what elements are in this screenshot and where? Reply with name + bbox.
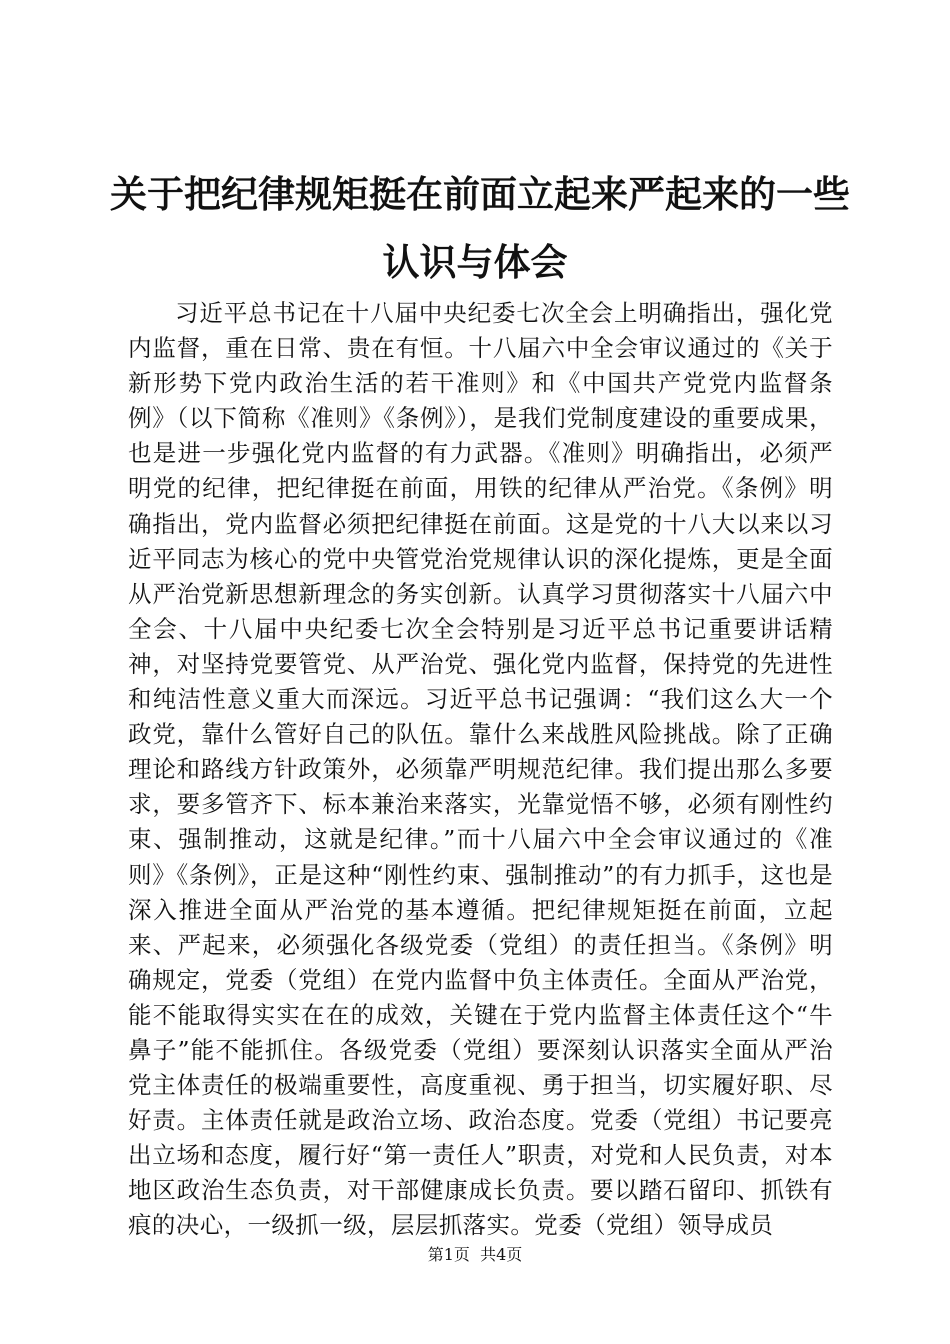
- page-number: 第1页 共4页: [427, 1245, 523, 1264]
- document-title: [110, 160, 850, 296]
- body-paragraph: 习近平总书记在十八届中央纪委七次全会上明确指出，强化党内监督，重在日常、贵在有恒。十八届六中全会审议通过的《关于新形势下党内政治生活的若干准则》和《中国共产党党内监督条例》（以下简称《准则》《条例》），是我们党制度建设的重要成果，也是进一步强化党内监督的有力武器。《准则》明确指出，必须严明党的纪律，把纪律挺在前面，用铁的纪律从严治党。《条例》明确指出，党内监督必须把纪律挺在前面。这是党的十八大以来以习近平同志为核心的党中央管党治党规律认识的深化提炼，更是全面从严治党新思想新理念的务实创新。认真学习贯彻落实十八届六中全会、十八届中央纪委七次全会特别是习近平总书记重要讲话精神，对坚持党要管党、从严治党、强化党内监督，保持党的先进性和纯洁性意义重大而深远。习近平总书记强调：“我们这么大一个政党，靠什么管好自己的队伍。靠什么来战胜风险挑战。除了正确理论和路线方针政策外，必须靠严明规范纪律。我们提出那么多要求，要多管齐下、标本兼治来落实，光靠觉悟不够，必须有刚性约束、强制推动，这就是纪律。”而十八届六中全会审议通过的《准则》《条例》，正是这种“刚性约束、强制推动”的有力抓手，这也是深入推进全面从严治党的基本遵循。把纪律规矩挺在前面，立起来、严起来，必须强化各级党委（党组）的责任担当。《条例》明确规定，党委（党组）在党内监督中负主体责任。全面从严治党，能不能取得实实在在的成效，关键在于党内监督主体责任这个“牛鼻子”能不能抓住。各级党委（党组）要深刻认识落实全面从严治党主体责任的极端重要性，高度重视、勇于担当，切实履好职、尽好责。主体责任就是政治立场、政治态度。党委（党组）书记要亮出立场和态度，履行好“第一责任人”职责，对党和人民负责，对本地区政治生态负责，对干部健康成长负责。要以踏石留印、抓铁有痕的决心，一级抓一级，层层抓落实。党委（党组）领导成员: [128, 299, 833, 1240]
- title-line-2: 认识与体会: [382, 240, 568, 284]
- title-line-1: 关于把纪律规矩挺在前面立起来严起来的一些: [110, 172, 850, 216]
